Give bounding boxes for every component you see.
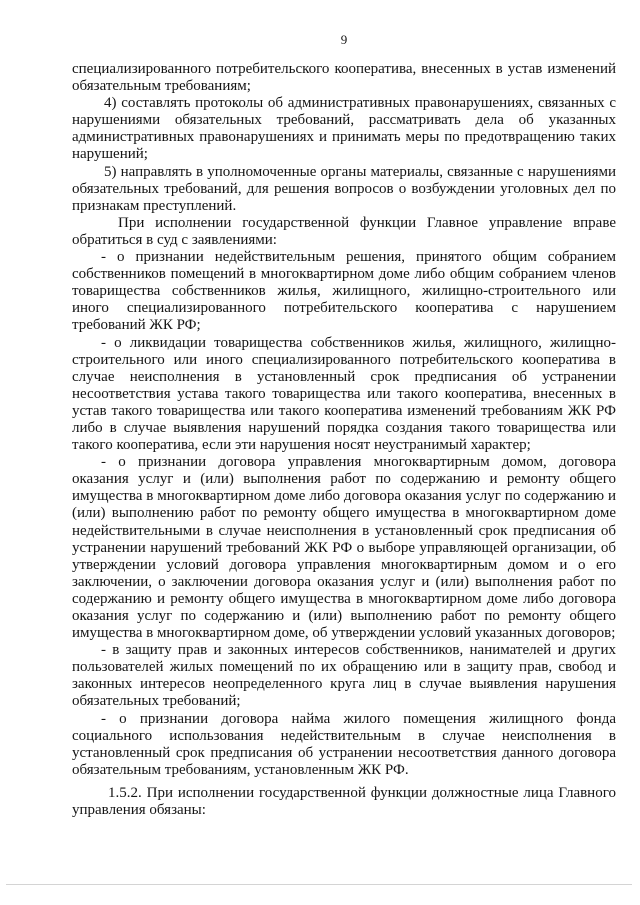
text-line: (или) выполнению работ по ремонту общего имущества в многоквартирном доме: [72, 505, 616, 522]
text-line: административных правонарушениях и принимать меры по предотвращению таких: [72, 129, 616, 146]
text-line: иного специализированного потребительского кооператива с нарушением: [72, 300, 616, 317]
text-line: - в защиту прав и законных интересов собственников, нанимателей и других: [101, 642, 616, 659]
text-line: содержанию и ремонту общего имущества в многоквартирном доме либо договора: [72, 590, 616, 607]
paragraph-2: [72, 95, 616, 163]
text-line: заключении, о заключении договора оказания услуг и (или) выполнения работ по: [72, 573, 616, 590]
text-line: социального использования недействительным в случае неисполнения в: [72, 727, 616, 744]
text-line: несоответствия устава такого товарищества или такого кооператива, внесенных в: [72, 385, 616, 402]
text-line: имущества в многоквартирном доме либо договора оказания услуг по содержанию и: [72, 488, 616, 505]
paragraph-4: [72, 215, 616, 249]
text-line: обязательным требованиям;: [72, 78, 251, 95]
text-line: нарушениями обязательных требований, рассматривать дела об указанных: [72, 112, 616, 129]
text-line: обратиться в суд с заявлениями:: [72, 231, 277, 248]
text-line: 1.5.2. При исполнении государственной функции должностные лица Главного: [108, 784, 616, 801]
scan-edge-line: [6, 884, 632, 885]
paragraph-5: [72, 249, 616, 334]
text-line: имущества в многоквартирном доме, об утверждении условий указанных договоров;: [72, 625, 616, 642]
text-line: - о ликвидации товарищества собственников жилья, жилищного, жилищно-: [101, 334, 616, 351]
text-line: устранении нарушений требований ЖК РФ о выборе управляющей организации, об: [72, 539, 616, 556]
paragraph-6: [72, 335, 616, 455]
text-line: - о признании договора найма жилого помещения жилищного фонда: [101, 710, 616, 727]
paragraph-9: [72, 711, 616, 779]
text-line: обязательных требований;: [72, 693, 241, 710]
text-line: - о признании недействительным решения, принятого общим собранием: [101, 249, 616, 266]
text-line: 5) направлять в уполномоченные органы материалы, связанные с нарушениями: [104, 163, 616, 180]
text-line: утверждении условий договора управления многоквартирным домом и о его: [72, 556, 616, 573]
text-line: собственников помещений в многоквартирном доме либо общим собранием членов: [72, 266, 616, 283]
text-line: установленный срок предписания об устранении несоответствия данного договора: [72, 744, 616, 761]
text-line: При исполнении государственной функции Главное управление вправе: [118, 214, 616, 231]
text-line: строительного или иного специализированного потребительского кооператива в: [72, 351, 616, 368]
text-line: специализированного потребительского кооператива, внесенных в устав изменений: [72, 61, 616, 77]
text-line: - о признании договора управления многоквартирным домом, договора: [101, 454, 616, 471]
text-line: товарищества собственников жилья, жилищного, жилищно-строительного или: [72, 283, 616, 300]
text-line: 4) составлять протоколы об административных правонарушениях, связанных с: [104, 95, 616, 112]
text-line: пользователей жилых помещений по их обращению или в защиту прав, свобод и: [72, 659, 616, 676]
paragraph-1: [72, 61, 616, 95]
text-line: требований ЖК РФ;: [72, 317, 201, 334]
paragraph-3: [72, 164, 616, 215]
text-line: признакам преступлений.: [72, 197, 237, 214]
text-line: управления обязаны:: [72, 802, 206, 819]
text-line: нарушений;: [72, 146, 148, 163]
text-line: недействительными в случае неисполнения в установленный срок предписания об: [72, 522, 616, 539]
paragraph-7: [72, 454, 616, 642]
document-body: [72, 61, 616, 819]
text-line: оказания услуг по содержанию и (или) выполнению работ по ремонту общего: [72, 608, 616, 624]
paragraph-10: [72, 785, 616, 819]
text-line: такого кооператива, если эти нарушения носят неустранимый характер;: [72, 437, 531, 454]
text-line: устав такого товарищества или такого кооператива изменений требованиям ЖК РФ: [72, 402, 616, 419]
text-line: обязательным требованиям, установленным ЖК РФ.: [72, 761, 409, 778]
paragraph-8: [72, 642, 616, 710]
text-line: законных интересов неопределенного круга лиц в случае выявления нарушения: [72, 676, 616, 693]
text-line: оказания услуг и (или) выполнения работ по содержанию и ремонту общего: [72, 471, 616, 488]
page-number: 9: [340, 32, 348, 47]
text-line: случае неисполнения в установленный срок предписания об устранении: [72, 368, 616, 385]
text-line: обязательных требований, для решения вопросов о возбуждении уголовных дел по: [72, 180, 616, 197]
text-line: либо в случае выявления нарушений порядка создания такого товарищества или: [72, 419, 616, 436]
